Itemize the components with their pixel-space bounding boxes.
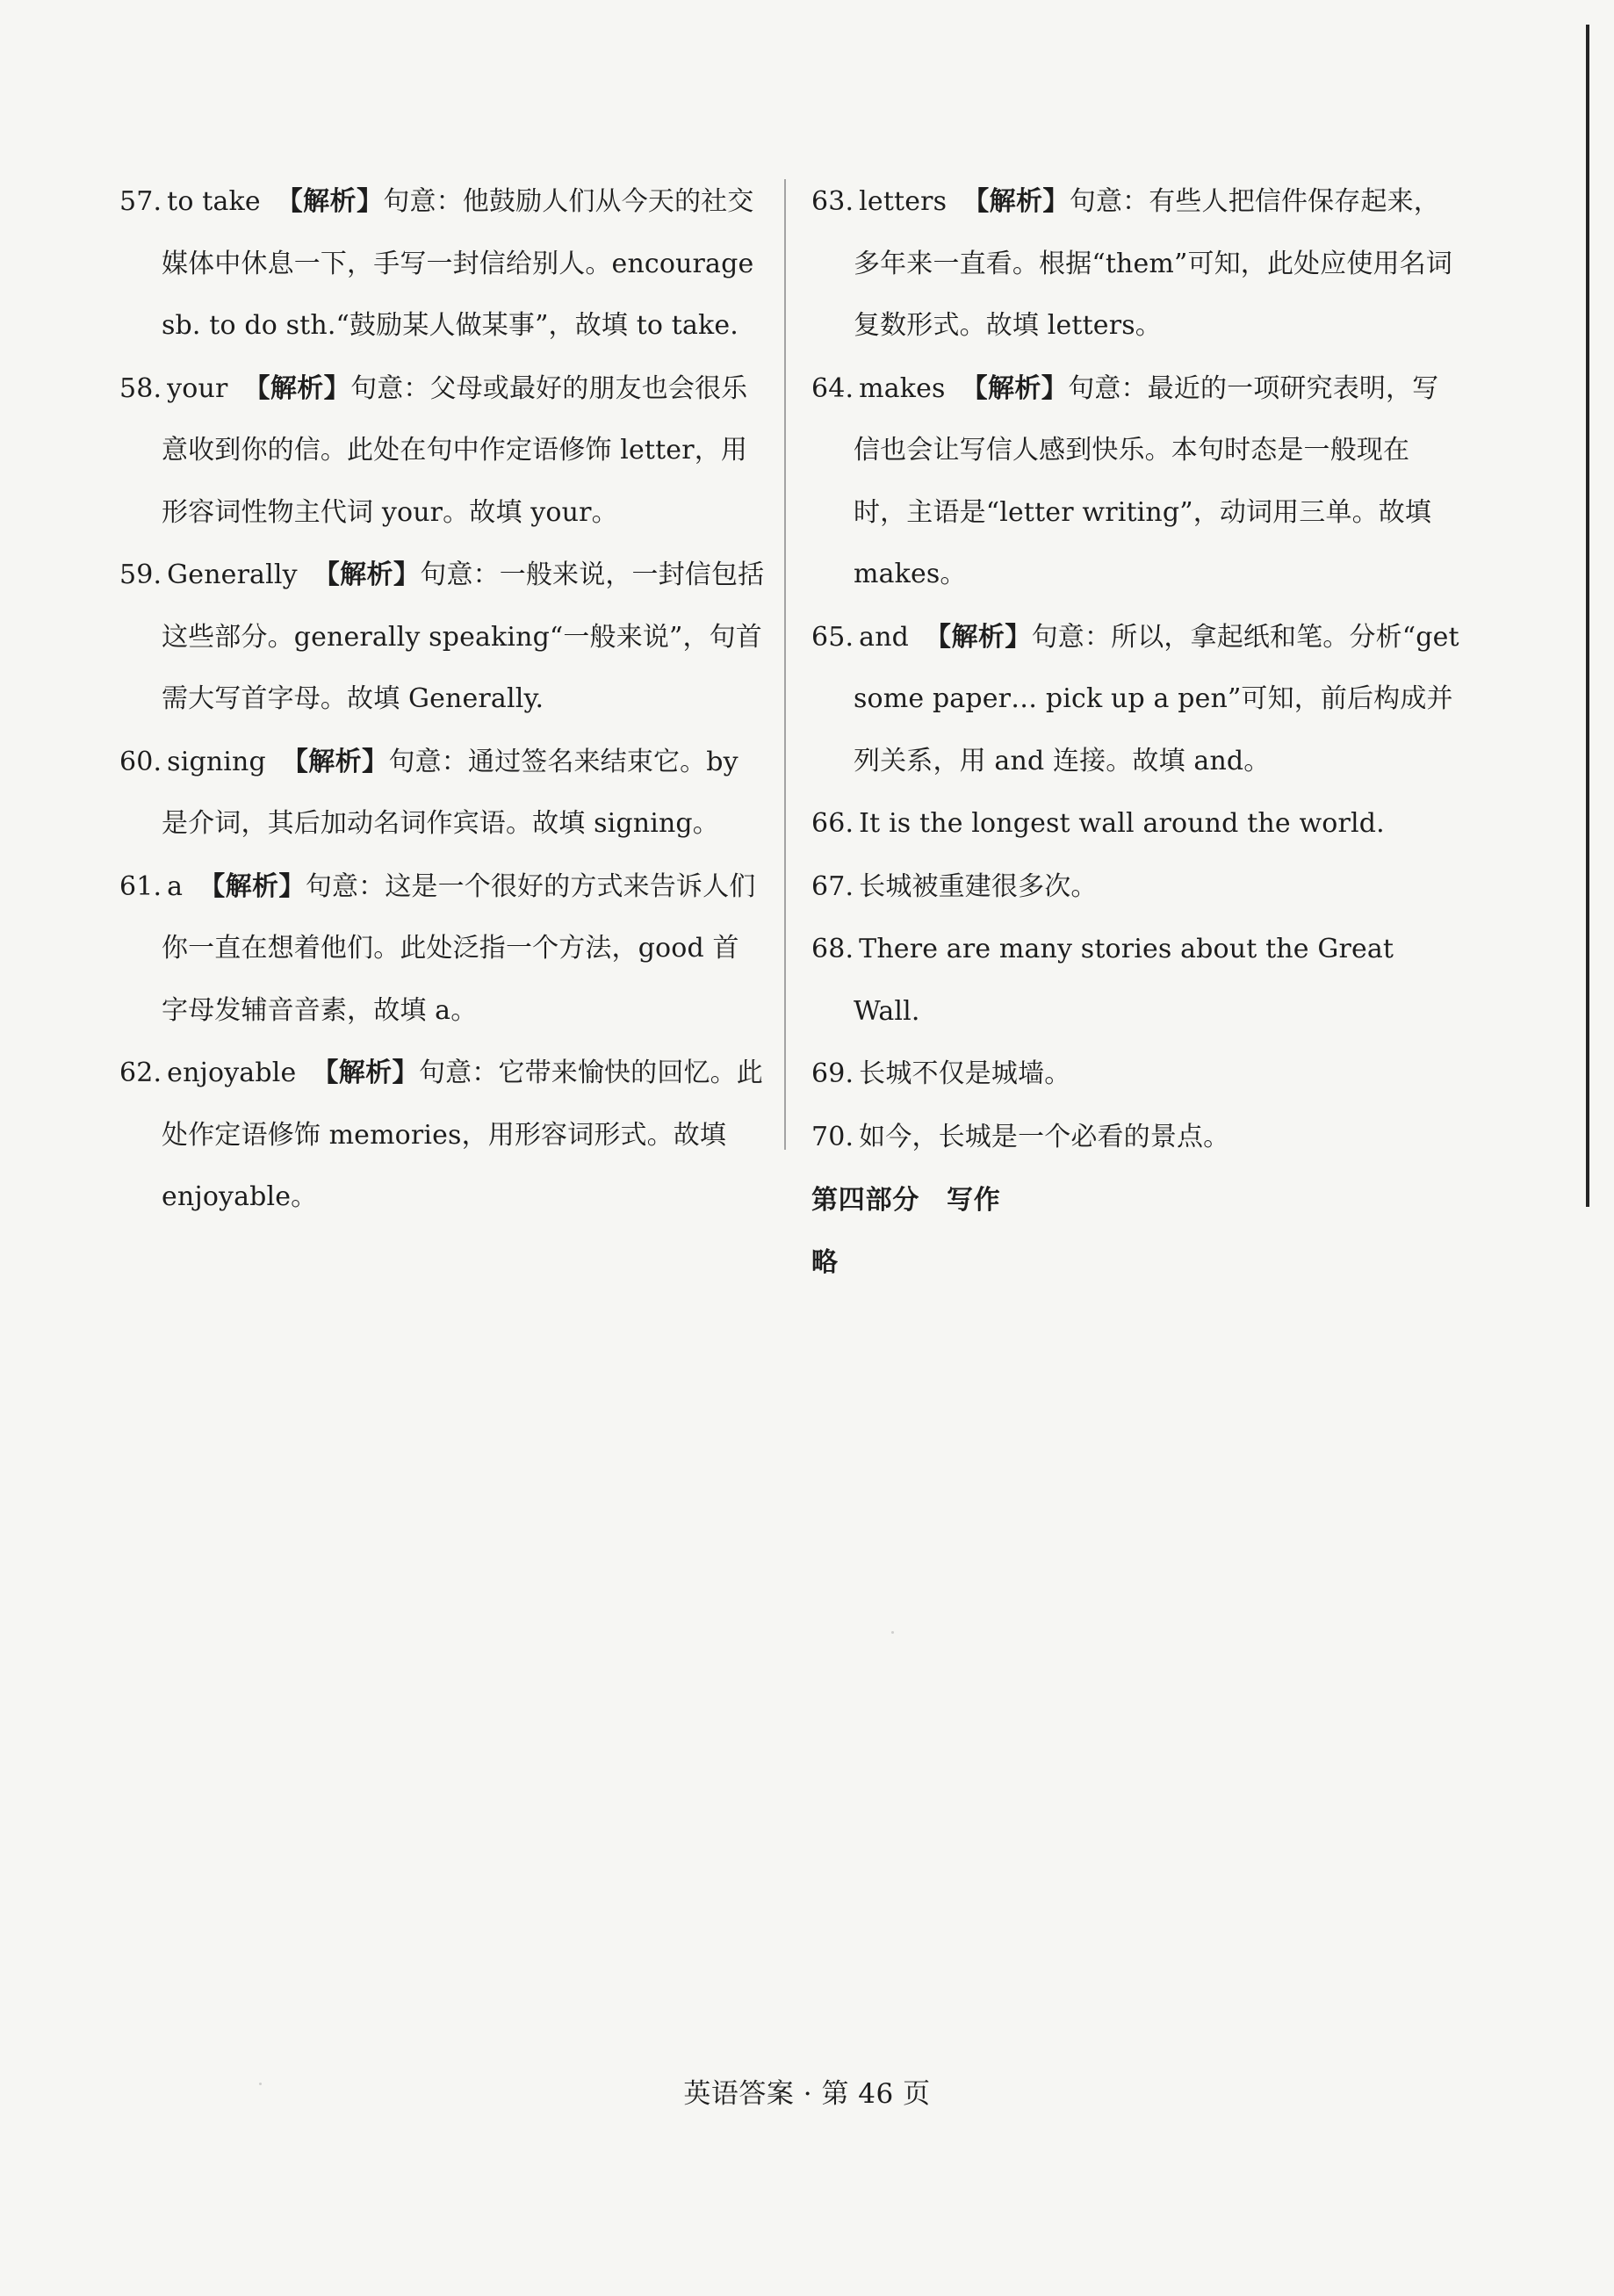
translation-item-68 [811,919,1459,1043]
analysis-label: 【解析】 [276,186,384,217]
item-text: There are many stories about the Great Wall. [854,934,1394,1027]
item-number: 65. [811,621,854,653]
analysis-label: 【解析】 [313,560,421,590]
answer-item-58 [119,358,765,545]
analysis-label: 【解析】 [281,746,389,777]
item-explanation: 句意：一般来说，一封信包括这些部分。generally speaking“一般来说”，句首需大写首字母。故填 Generally. [162,560,765,714]
item-number: 57. [119,186,162,217]
item-explanation: 句意：他鼓励人们从今天的社交媒体中休息一下，手写一封信给别人。encourage sb. to do sth.“鼓励某人做某事”，故填 to take. [162,186,754,341]
analysis-label: 【解析】 [962,186,1070,217]
answer-item-64 [811,358,1459,606]
answer-item-65 [811,607,1459,793]
item-number: 66. [811,808,854,839]
item-number: 64. [811,372,854,404]
item-number: 60. [119,746,162,777]
item-text: 长城不仅是城墙。 [859,1058,1071,1089]
translation-item-69 [811,1043,1459,1106]
analysis-label: 【解析】 [961,372,1069,404]
writing-section-heading: 第四部分 写作 [811,1185,1001,1216]
item-explanation: 句意：通过签名来结束它。by 是介词，其后加动名词作宾语。故填 signing。 [162,746,739,839]
page-footer: 英语答案 · 第 46 页 [683,2078,931,2110]
item-answer: Generally [167,560,298,590]
item-number: 69. [811,1058,854,1089]
translation-item-66 [811,793,1459,856]
item-explanation: 句意：有些人把信件保存起来，多年来一直看。根据“them”可知，此处应使用名词复数形式。故填 letters。 [854,186,1453,341]
item-number: 70. [811,1121,854,1152]
answer-item-61 [119,856,765,1043]
item-explanation: 句意：所以，拿起纸和笔。分析“get some paper… pick up a pen”可知，前后构成并列关系，用 and 连接。故填 and。 [854,621,1459,776]
answer-item-62 [119,1043,765,1229]
column-divider [784,179,786,1150]
item-text: 如今，长城是一个必看的景点。 [859,1121,1230,1152]
item-number: 63. [811,186,854,217]
answer-item-60 [119,732,765,856]
item-number: 67. [811,870,854,902]
item-answer: your [167,372,228,404]
item-answer: signing [167,746,266,777]
answer-item-63 [811,171,1459,357]
item-number: 62. [119,1058,162,1088]
item-number: 58. [119,372,162,404]
writing-section-note: 略 [811,1246,838,1278]
analysis-label: 【解析】 [925,621,1032,653]
scan-speck [259,2083,262,2085]
scan-edge-bar [1586,25,1589,1207]
translation-item-67 [811,856,1459,919]
translation-item-70 [811,1107,1459,1169]
item-text: It is the longest wall around the world. [859,808,1385,839]
item-explanation: 句意：它带来愉快的回忆。此处作定语修饰 memories，用形容词形式。故填 enjoyable。 [162,1058,763,1212]
item-answer: to take [167,186,261,217]
item-number: 61. [119,870,162,902]
item-answer: letters [859,186,948,217]
analysis-label: 【解析】 [198,870,306,902]
item-answer: a [167,870,184,902]
item-text: 长城被重建很多次。 [859,870,1098,902]
item-number: 68. [811,934,854,964]
item-answer: enjoyable [167,1058,297,1088]
item-number: 59. [119,560,162,590]
left-column [119,171,765,1230]
item-explanation: 句意：这是一个很好的方式来告诉人们你一直在想着他们。此处泛指一个方法，good 首字母发辅音音素，故填 a。 [162,870,756,1026]
right-column [811,171,1459,1294]
analysis-label: 【解析】 [312,1058,419,1088]
item-answer: makes [859,372,946,404]
scan-speck [891,1631,894,1634]
item-explanation: 句意：最近的一项研究表明，写信也会让写信人感到快乐。本句时态是一般现在时，主语是“letter writing”，动词用三单。故填 makes。 [854,372,1439,589]
answer-item-57 [119,171,765,357]
item-answer: and [859,621,910,653]
answer-item-59 [119,545,765,731]
item-explanation: 句意：父母或最好的朋友也会很乐意收到你的信。此处在句中作定语修饰 letter，用形容词性物主代词 your。故填 your。 [162,372,748,528]
analysis-label: 【解析】 [243,372,351,404]
